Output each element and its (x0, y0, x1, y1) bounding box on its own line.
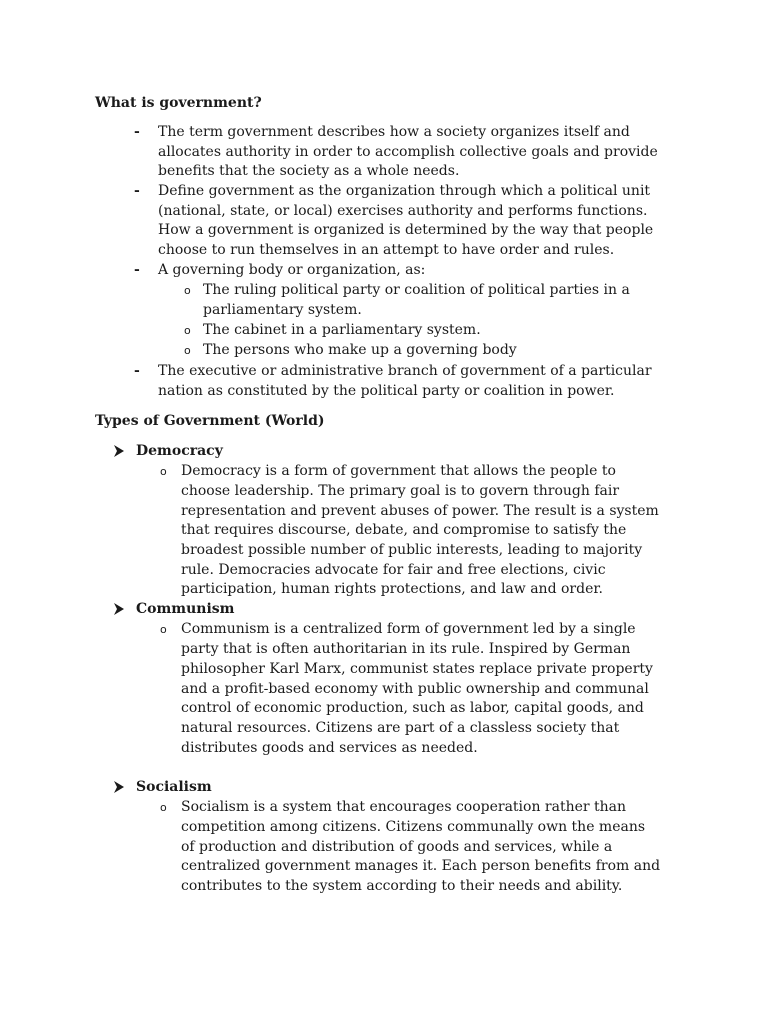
bullet-text-line: The executive or administrative branch of government of a particular (158, 363, 652, 379)
section-text-line: control of economic production, such as labor, capital goods, and (181, 700, 644, 716)
section-title-democracy: Democracy (136, 443, 223, 459)
section-title-communism: Communism (136, 601, 235, 617)
dash-bullet: - (134, 183, 140, 199)
section-text-line: contributes to the system according to their needs and ability. (181, 878, 623, 894)
circle-bullet: o (160, 465, 167, 478)
bullet-text-line: choose to run themselves in an attempt to have order and rules. (158, 242, 615, 258)
section-text-line: Socialism is a system that encourages cooperation rather than (181, 799, 627, 815)
section-text-line: natural resources. Citizens are part of a classless society that (181, 720, 620, 736)
bullet-text-line: The term government describes how a society organizes itself and (158, 124, 630, 140)
sub-bullet-text-line: The ruling political party or coalition of political parties in a (203, 282, 630, 298)
bullet-text-line: (national, state, or local) exercises authority and performs functions. (158, 203, 648, 219)
bullet-text-line: A governing body or organization, as: (158, 262, 426, 278)
section-text-line: distributes goods and services as needed. (181, 740, 478, 756)
section-text-line: Communism is a centralized form of government led by a single (181, 621, 636, 637)
section-text-line: philosopher Karl Marx, communist states replace private property (181, 661, 653, 677)
section-text-line: centralized government manages it. Each person benefits from and (181, 858, 661, 874)
sub-bullet-text-line: parliamentary system. (203, 302, 362, 318)
sub-bullet-text-line: The cabinet in a parliamentary system. (203, 322, 481, 338)
section-text-line: participation, human rights protections, and law and order. (181, 581, 603, 597)
section-text-line: broadest possible number of public interests, leading to majority (181, 542, 643, 558)
circle-bullet: o (184, 284, 191, 297)
bullet-text-line: allocates authority in order to accomplish collective goals and provide (158, 144, 658, 160)
circle-bullet: o (160, 801, 167, 814)
section-text-line: choose leadership. The primary goal is to govern through fair (181, 483, 620, 499)
circle-bullet: o (160, 623, 167, 636)
bullet-text-line: How a government is organized is determined by the way that people (158, 222, 654, 238)
bullet-text-line: nation as constituted by the political party or coalition in power. (158, 383, 615, 399)
sub-bullet-text-line: The persons who make up a governing body (203, 342, 517, 358)
arrow-bullet-icon (113, 602, 125, 616)
dash-bullet: - (134, 262, 140, 278)
section-title-socialism: Socialism (136, 779, 212, 795)
section-text-line: of production and distribution of goods and services, while a (181, 839, 613, 855)
circle-bullet: o (184, 324, 191, 337)
circle-bullet: o (184, 344, 191, 357)
arrow-bullet-icon (113, 780, 125, 794)
bullet-text-line: Define government as the organization through which a political unit (158, 183, 651, 199)
section-text-line: that requires discourse, debate, and compromise to satisfy the (181, 522, 627, 538)
dash-bullet: - (134, 363, 140, 379)
section-text-line: representation and prevent abuses of power. The result is a system (181, 503, 659, 519)
bullet-text-line: benefits that the society as a whole needs. (158, 163, 460, 179)
dash-bullet: - (134, 124, 140, 140)
section-text-line: Democracy is a form of government that allows the people to (181, 463, 616, 479)
heading-types-of-government: Types of Government (World) (95, 413, 325, 429)
heading-what-is-government: What is government? (95, 95, 262, 111)
section-text-line: and a profit-based economy with public ownership and communal (181, 681, 649, 697)
section-text-line: rule. Democracies advocate for fair and free elections, civic (181, 562, 606, 578)
section-text-line: competition among citizens. Citizens communally own the means (181, 819, 646, 835)
section-text-line: party that is often authoritarian in its rule. Inspired by German (181, 641, 631, 657)
arrow-bullet-icon (113, 444, 125, 458)
